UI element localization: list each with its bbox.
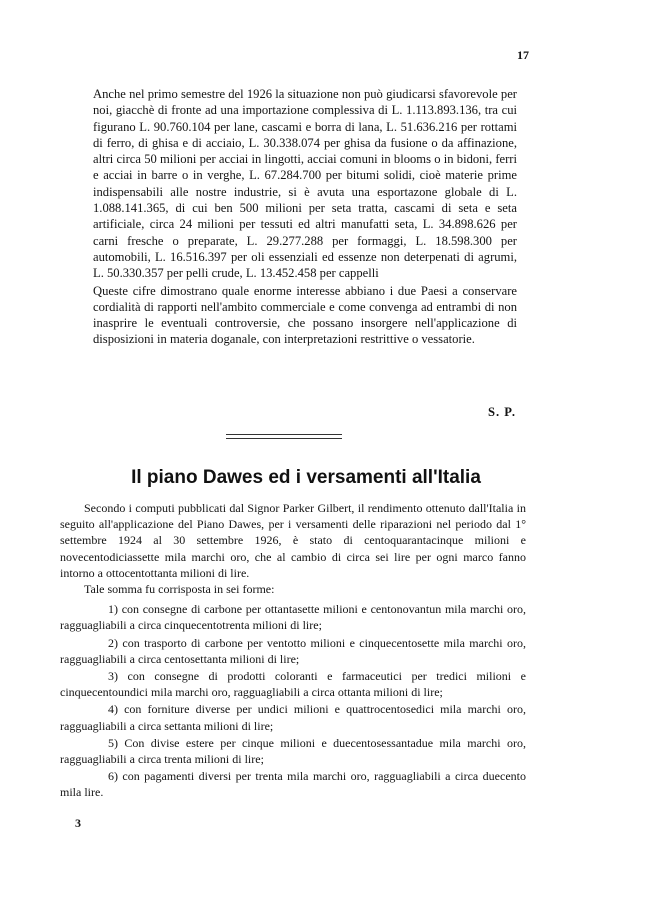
- payment-forms-list: [60, 601, 526, 800]
- list-item: 1) con consegne di carbone per ottantasette milioni e centonovantun mila marchi oro, ragguagliabili a circa cinquecentotrenta milioni di lire;: [60, 602, 526, 633]
- list-item: 4) con forniture diverse per undici milioni e quattrocentosedici mila marchi oro, ragguagliabili a circa settanta milioni di lire;: [60, 702, 526, 733]
- author-signature: S. P.: [488, 405, 516, 419]
- article-body: [60, 500, 526, 801]
- paragraph-trade-figures: Anche nel primo semestre del 1926 la situazione non può giudicarsi sfavorevole per noi, giacchè di fronte ad una importazione complessiva di L. 1.113.893.136, tra cui figurano L. 90.760.104 per lane, cascami e borra di lana, L. 51.636.216 per rottami di ferro, di ghisa e di acciaio, L. 30.338.074 per ghisa da fusione o da affinazione, altri circa 50 milioni per acciai in lingotti, acciai comuni in blooms o in bidoni, ferri e acciai in barre o in verghe, L. 67.284.700 per bitumi solidi, cioè materie prime indispensabili alle nostre industrie, si è avuta una esportazone globale di L. 1.088.141.365, di cui ben 500 milioni per seta tratta, cascami di seta e seta artificiale, circa 24 milioni per tessuti ed altri manufatti seta, L. 34.898.626 per carni fresche o preparate, L. 29.277.288 per formaggi, L. 18.598.300 per automobili, L. 16.516.397 per oli essenziali ed essenze non deterpenati di agrumi, L. 50.330.357 per pelli crude, L. 13.452.458 per cappelli: [93, 87, 517, 281]
- list-item: 6) con pagamenti diversi per trenta mila marchi oro, ragguagliabili a circa duecento mila lire.: [60, 769, 526, 800]
- article-title: Il piano Dawes ed i versamenti all'Italia: [131, 467, 481, 488]
- paragraph-conclusion: Queste cifre dimostrano quale enorme interesse abbiano i due Paesi a conservare cordialità di rapporti nell'ambito commerciale e come convenga ad entrambi di non inasprire le eventuali controversie, che possano insorgere nell'applicazione di disposizioni in materia doganale, con interpretazioni restrittive o vessatorie.: [93, 283, 517, 347]
- article-lead: Tale somma fu corrisposta in sei forme:: [84, 582, 275, 597]
- list-item: 3) con consegne di prodotti coloranti e farmaceutici per tredici milioni e cinquecentoundici mila marchi oro, ragguagliabili a circa ottanta milioni di lire;: [60, 669, 526, 700]
- list-item: 2) con trasporto di carbone per ventotto milioni e cinquecentosette mila marchi oro, ragguagliabili a circa centosettanta milioni di lire;: [60, 635, 526, 666]
- page-number: 17: [517, 48, 529, 62]
- list-item: 5) Con divise estere per cinque milioni e duecentosessantadue mila marchi oro, ragguagliabili a circa trenta milioni di lire;: [60, 735, 526, 767]
- first-section: [93, 86, 517, 348]
- article-intro: Secondo i computi pubblicati dal Signor Parker Gilbert, il rendimento ottenuto dall'Italia in seguito all'applicazione del Piano Dawes, per i versamenti delle riparazioni nel periodo dal 1° settembre 1924 al 30 settembre 1926, è stato di centoquarantacinque milioni e novecentodiciassette mila marchi oro, che al cambio di circa sei lire per ogni marco fanno intorno a ottocentottanta milioni di lire.: [60, 501, 526, 580]
- section-divider: [226, 434, 342, 439]
- signature-mark: 3: [75, 816, 81, 830]
